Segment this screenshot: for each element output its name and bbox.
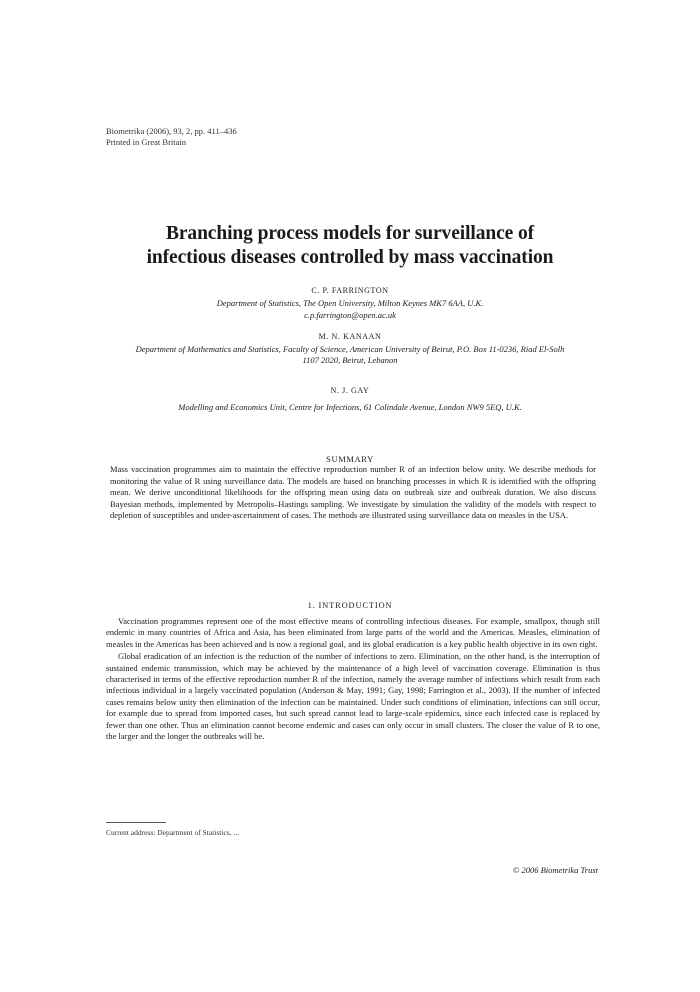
journal-country: Printed in Great Britain xyxy=(106,137,187,147)
footnote: Current address: Department of Statistics, ... xyxy=(106,828,240,837)
footnote-rule xyxy=(106,822,166,823)
publisher-line: © 2006 Biometrika Trust xyxy=(512,865,598,875)
summary-text: Mass vaccination programmes aim to maintain the effective reproduction number R of an infection below unity. We describe methods for monitoring the value of R using surveillance data. The models are based on branching processes in which R is identified with the offspring mean. We derive unconditional likelihoods for the offspring mean using data on outbreak size and outbreak duration. We also discuss Bayesian methods, implemented by Metropolis–Hastings sampling. We investigate by simulation the validity of the models with respect to depletion of susceptibles and under-ascertainment of cases. The methods are illustrated using surveillance data on measles in the USA. xyxy=(110,464,596,521)
author-2-affiliation: Department of Mathematics and Statistics, Faculty of Science, American University of Beirut, P.O. Box 11-0236, Riad El-Solh 1107 2020, Beirut, Lebanon xyxy=(135,344,565,365)
author-1-affiliation: Department of Statistics, The Open University, Milton Keynes MK7 6AA, U.K. xyxy=(216,298,484,308)
journal-citation: Biometrika (2006), 93, 2, pp. 411–436 xyxy=(106,126,237,136)
author-3-affiliation: Modelling and Economics Unit, Centre for Infections, 61 Colindale Avenue, London NW9 5EQ, U.K. xyxy=(178,402,522,412)
author-1-email[interactable]: c.p.farrington@open.ac.uk xyxy=(304,310,396,320)
author-3-name: N. J. GAY xyxy=(330,386,370,395)
author-1-name: C. P. FARRINGTON xyxy=(311,286,389,295)
body-paragraph: Vaccination programmes represent one of the most effective means of controlling infectious diseases. For example, smallpox, though still endemic in many countries of Africa and Asia, has been eliminated from large parts of the world and the Americas. Measles, elimination of measles in the Americas has been achieved and is now a regional goal, and its global eradication is a key public health objective in its own right. xyxy=(106,616,600,649)
summary-heading: SUMMARY xyxy=(326,454,374,464)
title-line-1: Branching process models for surveillance of xyxy=(165,223,535,244)
paper-title xyxy=(90,222,610,270)
section-body xyxy=(106,616,600,743)
author-2-name: M. N. KANAAN xyxy=(318,332,382,341)
title-line-2: infectious diseases controlled by mass vaccination xyxy=(146,247,554,268)
body-paragraph: Global eradication of an infection is the reduction of the number of infections to zero. Elimination, on the other hand, is the interruption of sustained endemic transmission, which may be achieved by the maintenance of a high level of vaccination coverage. Elimination is thus characterised in terms of the effective reproduction number R of the infection, namely the average number of infections which result from each infectious individual in a largely vaccinated population (Anderson & May, 1991; Gay, 1998; Farrington et al., 2003). If the number of infected cases remains below unity then elimination of the infection can be maintained. Under such conditions of elimination, infections can still occur, for example due to spread from imported cases, but such spread cannot lead to large-scale epidemics, since each infected case is replaced by fewer than one other. Thus an elimination cannot become endemic and cases can only occur in small clusters. The closer the value of R to one, the larger and the longer the outbreaks will be. xyxy=(106,651,600,742)
journal-header xyxy=(106,126,237,148)
section-heading: 1. INTRODUCTION xyxy=(307,600,393,610)
